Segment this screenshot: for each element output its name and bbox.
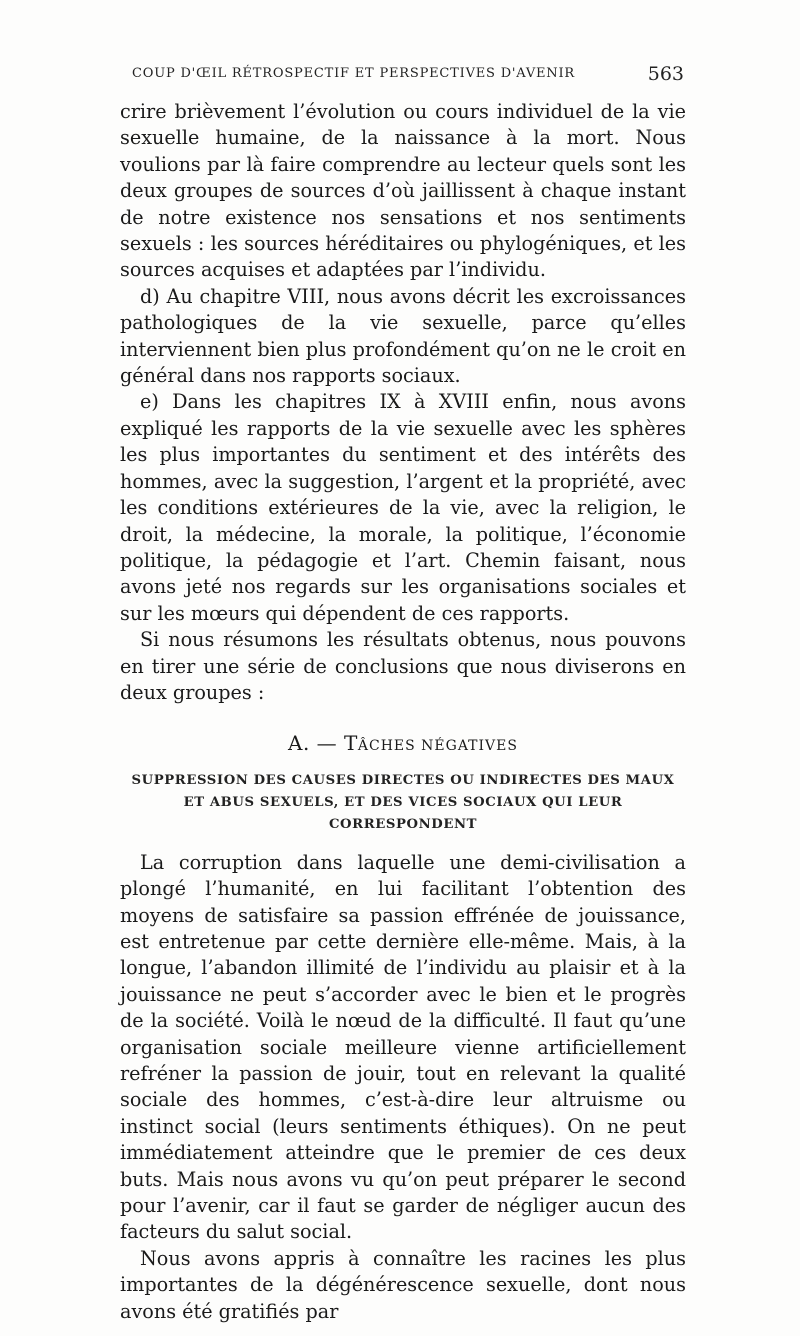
- body-text: [120, 99, 686, 1325]
- section-subtitle: [120, 770, 686, 836]
- section-paragraph-1: La corruption dans laquelle une demi-civilisation a plongé l’humanité, en lui facilitant l’obtention des moyens de satisfaire sa passion effrénée de jouissance, est entretenue par cette dernière elle-même. Mais, à la longue, l’abandon illimité de l’individu au plaisir et à la jouissance ne peut s’accorder avec le bien et le progrès de la société. Voilà le nœud de la difficulté. Il faut qu’une organisation sociale meilleure vienne artificiellement refréner la passion de jouir, tout en relevant la qualité sociale des hommes, c’est-à-dire leur altruisme ou instinct social (leurs sentiments éthiques). On ne peut immédiatement atteindre que le premier de ces deux buts. Mais nous avons vu qu’on peut préparer le second pour l’avenir, car il faut se garder de négliger aucun des facteurs du salut social.: [120, 850, 686, 1244]
- paragraph-continuation: crire brièvement l’évolution ou cours individuel de la vie sexuelle humaine, de la naissance à la mort. Nous voulions par là faire comprendre au lecteur quels sont les deux groupes de sources d’où jaillissent à chaque instant de notre existence nos sensations et nos sentiments sexuels : les sources héréditaires ou phylogéniques, et les sources acquises et adaptées par l’individu.: [120, 100, 686, 282]
- running-title: COUP D'ŒIL RÉTROSPECTIF ET PERSPECTIVES D'AVENIR: [132, 66, 576, 81]
- paragraph-e: e) Dans les chapitres IX à XVIII enfin, nous avons expliqué les rapports de la vie sexuelle avec les sphères les plus importantes du sentiment et des intérêts des hommes, avec la suggestion, l’argent et la propriété, avec les conditions extérieures de la vie, avec la religion, le droit, la médecine, la morale, la politique, l’économie politique, la pédagogie et l’art. Chemin faisant, nous avons jeté nos regards sur les organisations sociales et sur les mœurs qui dépendent de ces rapports.: [120, 390, 686, 625]
- paragraph-d: d) Au chapitre VIII, nous avons décrit les excroissances pathologiques de la vie sexuelle, parce qu’elles interviennent bien plus profondément qu’on ne le croit en général dans nos rapports sociaux.: [120, 284, 686, 388]
- paragraph-summary: Si nous résumons les résultats obtenus, nous pouvons en tirer une série de conclusions que nous diviserons en deux groupes :: [120, 628, 686, 704]
- section-paragraph-2: Nous avons appris à connaître les racines les plus importantes de la dégénérescence sexuelle, dont nous avons été gratifiés par: [120, 1246, 686, 1323]
- section-subtitle-line-1: SUPPRESSION DES CAUSES DIRECTES OU INDIRECTES DES MAUX: [131, 772, 675, 788]
- section-title: [120, 730, 686, 759]
- section-subtitle-line-2: ET ABUS SEXUELS, ET DES VICES SOCIAUX QUI LEUR CORRESPONDENT: [183, 794, 623, 832]
- running-header: [132, 63, 684, 85]
- section-title-rest: ÂCHES NÉGATIVES: [357, 738, 518, 755]
- section-title-prefix: A. — T: [288, 731, 358, 756]
- page-number: 563: [647, 63, 684, 85]
